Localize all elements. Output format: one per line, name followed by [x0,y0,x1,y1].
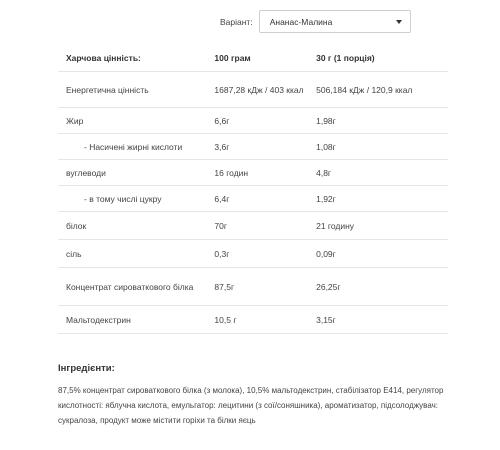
row-name: вуглеводи [58,160,206,186]
ingredients-title: Інгредієнти: [58,363,115,374]
header-per-serving: 30 г (1 порція) [308,45,448,72]
table-row [58,212,448,240]
row-name: - Насичені жирні кислоти [58,134,206,160]
row-per-serving: 1,92г [308,186,448,212]
variant-label: Варіант: [220,16,253,27]
row-name: Концентрат сироваткового білка [58,268,206,306]
table-row [58,134,448,160]
row-per-100g: 10,5 г [206,306,308,334]
variant-selector-row [220,10,411,33]
row-per-serving: 26,25г [308,268,448,306]
row-per-serving: 1,08г [308,134,448,160]
table-row [58,240,448,268]
table-row [58,160,448,186]
row-name: Жир [58,108,206,134]
table-header-row [58,45,448,72]
row-name: Енергетична цінність [58,72,206,108]
row-per-100g: 1687,28 кДж / 403 ккал [206,72,308,108]
row-per-100g: 6,4г [206,186,308,212]
row-per-100g: 87,5г [206,268,308,306]
table-row [58,72,448,108]
table-row [58,306,448,334]
row-per-100g: 70г [206,212,308,240]
row-per-serving: 21 годину [308,212,448,240]
caret-down-icon [396,20,402,24]
row-per-serving: 4,8г [308,160,448,186]
row-name: сіль [58,240,206,268]
nutrition-table [58,45,448,334]
header-nutrition: Харчова цінність: [58,45,206,72]
row-name: - в тому числі цукру [58,186,206,212]
row-per-100g: 16 годин [206,160,308,186]
header-per-100g: 100 грам [206,45,308,72]
row-per-100g: 6,6г [206,108,308,134]
ingredients-section [58,363,448,428]
row-per-100g: 0,3г [206,240,308,268]
variant-dropdown[interactable] [259,10,411,33]
row-per-serving: 1,98г [308,108,448,134]
row-per-serving: 3,15г [308,306,448,334]
row-per-100g: 3,6г [206,134,308,160]
table-row [58,186,448,212]
ingredients-text: 87,5% концентрат сироваткового білка (з молока), 10,5% мальтодекстрин, стабілізатор E414, регулятор кислотності: яблучна кислота, емульгатор: лецитини (з сої/соняшника), ароматизатор, підсолоджувач: сукралоза, продукт може містити горіхи та білки яєць [58,386,444,425]
row-name: білок [58,212,206,240]
variant-selected-value: Ананас-Малина [269,16,333,27]
row-per-serving: 506,184 кДж / 120,9 ккал [308,72,448,108]
table-row [58,268,448,306]
row-per-serving: 0,09г [308,240,448,268]
row-name: Мальтодекстрин [58,306,206,334]
table-row [58,108,448,134]
